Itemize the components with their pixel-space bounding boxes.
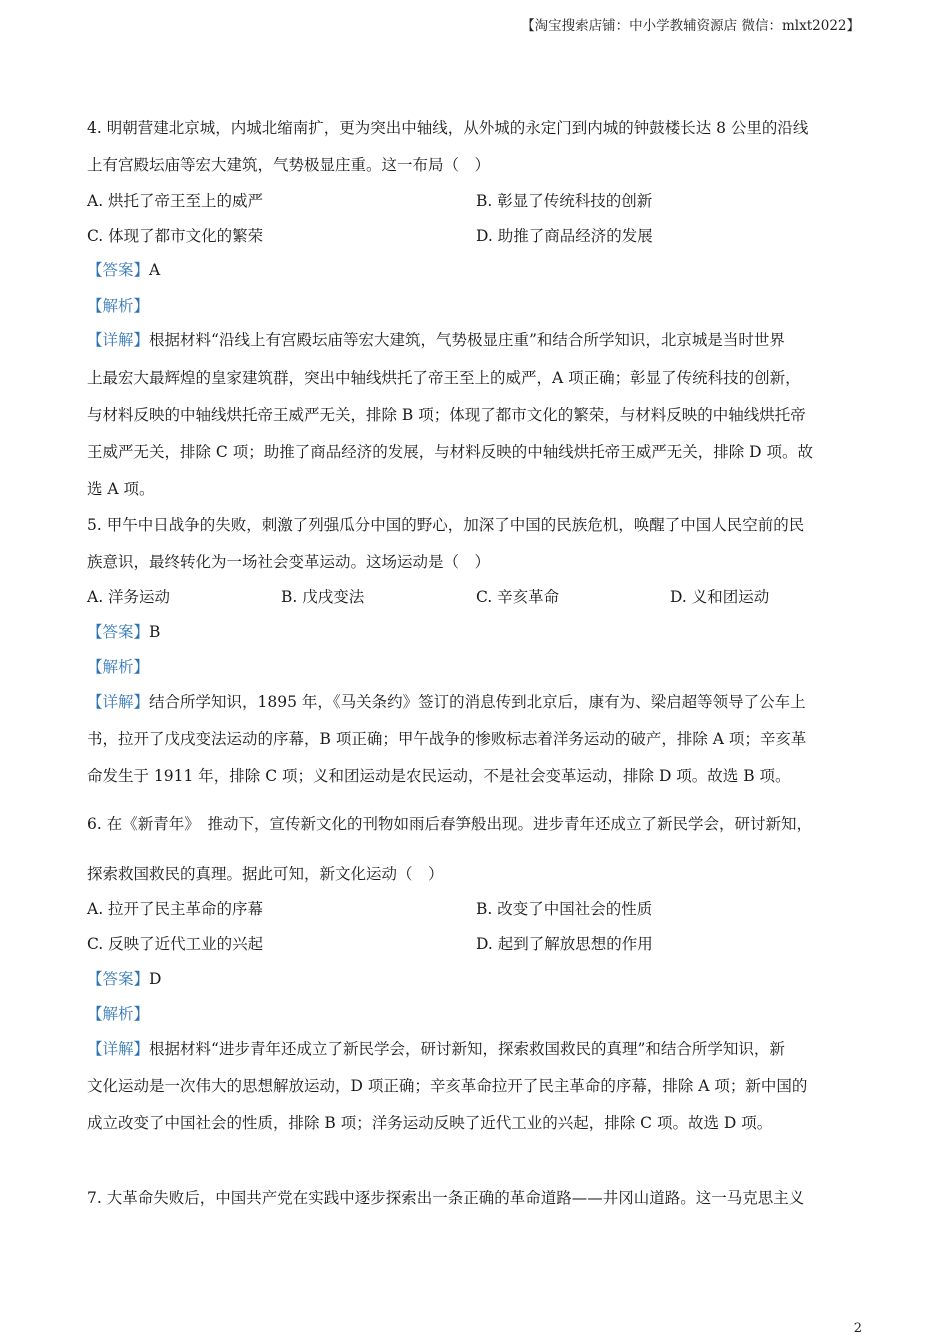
q4-answer [87, 263, 160, 279]
q4-stem-line-1: 4. 明朝营建北京城，内城北缩南扩，更为突出中轴线，从外城的永定门到内城的钟鼓楼长达 8 公里的沿线 [87, 119, 809, 137]
q4-option-b: B. 彰显了传统科技的创新 [476, 192, 653, 210]
q5-answer [87, 625, 160, 641]
answer-value: D [149, 970, 162, 988]
q6-option-b: B. 改变了中国社会的性质 [476, 900, 653, 918]
q4-detail-line-1 [87, 333, 785, 349]
detail-text: 根据材料“进步青年还成立了新民学会，研讨新知，探索救国救民的真理”和结合所学知识，新 [149, 1040, 785, 1058]
q6-stem-line-2: 探索救国救民的真理。据此可知，新文化运动（ ） [87, 865, 444, 883]
q6-option-a: A. 拉开了民主革命的序幕 [87, 900, 264, 918]
page-number: 2 [853, 1321, 862, 1336]
answer-tag: 【答案】 [87, 623, 150, 641]
q5-option-d: D. 义和团运动 [670, 588, 770, 606]
q5-detail-line-3: 命发生于 1911 年，排除 C 项；义和团运动是农民运动，不是社会变革运动，排除 D 项。故选 B 项。 [87, 767, 791, 785]
detail-text: 根据材料“沿线上有宫殿坛庙等宏大建筑，气势极显庄重”和结合所学知识，北京城是当时世界 [149, 331, 785, 349]
q6-option-c: C. 反映了近代工业的兴起 [87, 935, 264, 953]
q4-option-a: A. 烘托了帝王至上的威严 [87, 192, 264, 210]
q6-detail-line-2: 文化运动是一次伟大的思想解放运动，D 项正确；辛亥革命拉开了民主革命的序幕，排除 A 项；新中国的 [87, 1077, 808, 1095]
page-header: 【淘宝搜索店铺：中小学教辅资源店 微信：mlxt2022】 [521, 18, 860, 34]
answer-value: A [149, 261, 161, 279]
answer-tag: 【答案】 [87, 970, 150, 988]
q4-analysis-tag [87, 299, 149, 315]
q6-answer [87, 972, 161, 988]
q5-detail-line-2: 书，拉开了戊戌变法运动的序幕，B 项正确；甲午战争的惨败标志着洋务运动的破产，排除 A 项；辛亥革 [87, 730, 807, 748]
q6-detail-line-3: 成立改变了中国社会的性质，排除 B 项；洋务运动反映了近代工业的兴起，排除 C 项。故选 D 项。 [87, 1114, 773, 1132]
q4-option-d: D. 助推了商品经济的发展 [476, 227, 653, 245]
q4-option-c: C. 体现了都市文化的繁荣 [87, 227, 264, 245]
q6-option-d: D. 起到了解放思想的作用 [476, 935, 653, 953]
q4-detail-line-4: 王威严无关，排除 C 项；助推了商品经济的发展，与材料反映的中轴线烘托帝王威严无关，排除 D 项。故 [87, 443, 813, 461]
q4-detail-line-5: 选 A 项。 [87, 480, 155, 498]
q6-detail-line-1 [87, 1042, 785, 1058]
analysis-tag: 【解析】 [87, 1005, 150, 1023]
detail-tag: 【详解】 [87, 693, 150, 711]
q6-analysis-tag [87, 1007, 149, 1023]
detail-text: 结合所学知识，1895 年，《马关条约》签订的消息传到北京后，康有为、梁启超等领导了公车上 [149, 693, 806, 711]
answer-tag: 【答案】 [87, 261, 150, 279]
q7-stem-line-1: 7. 大革命失败后，中国共产党在实践中逐步探索出一条正确的革命道路——井冈山道路。这一马克思主义 [87, 1189, 805, 1207]
analysis-tag: 【解析】 [87, 297, 150, 315]
answer-value: B [149, 623, 161, 641]
q5-analysis-tag [87, 660, 149, 676]
q5-option-b: B. 戊戌变法 [281, 588, 365, 606]
analysis-tag: 【解析】 [87, 658, 150, 676]
q5-detail-line-1 [87, 695, 806, 711]
q4-detail-line-2: 上最宏大最辉煌的皇家建筑群，突出中轴线烘托了帝王至上的威严，A 项正确；彰显了传统科技的创新， [87, 369, 801, 387]
q4-stem-line-2: 上有宫殿坛庙等宏大建筑，气势极显庄重。这一布局（ ） [87, 156, 491, 174]
q4-detail-line-3: 与材料反映的中轴线烘托帝王威严无关，排除 B 项；体现了都市文化的繁荣，与材料反映的中轴线烘托帝 [87, 406, 806, 424]
q5-option-a: A. 洋务运动 [87, 588, 171, 606]
q5-stem-line-1: 5. 甲午中日战争的失败，刺激了列强瓜分中国的野心，加深了中国的民族危机，唤醒了中国人民空前的民 [87, 516, 805, 534]
detail-tag: 【详解】 [87, 1040, 150, 1058]
q6-stem-line-1: 6. 在《新青年》 推动下，宣传新文化的刊物如雨后春笋般出现。进步青年还成立了新民学会，研讨新知， [87, 815, 812, 833]
detail-tag: 【详解】 [87, 331, 150, 349]
q5-option-c: C. 辛亥革命 [476, 588, 560, 606]
q5-stem-line-2: 族意识，最终转化为一场社会变革运动。这场运动是（ ） [87, 553, 491, 571]
